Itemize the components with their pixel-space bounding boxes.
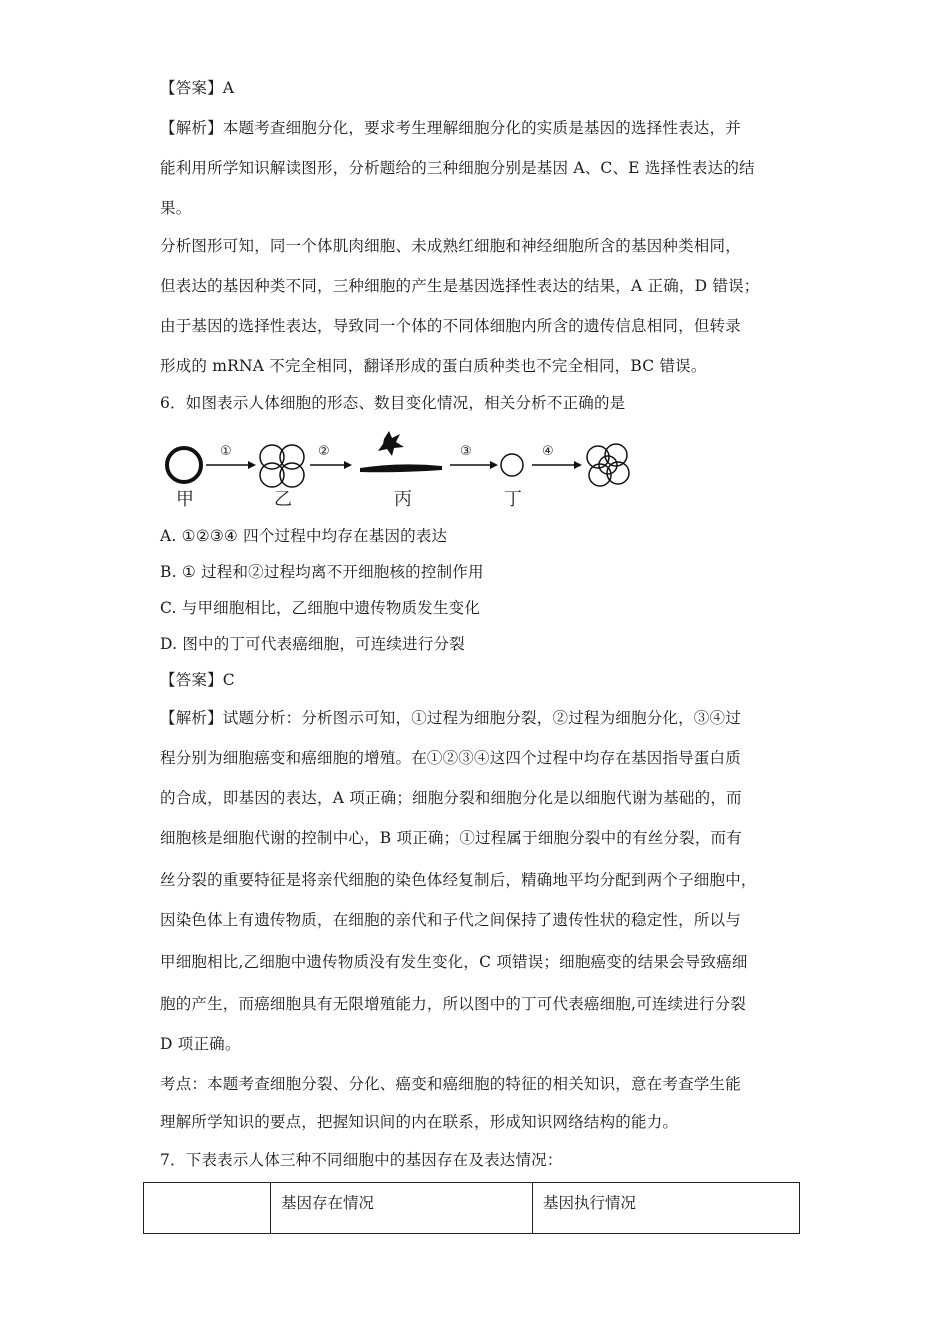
table-header-cell: 基因执行情况 bbox=[533, 1183, 800, 1234]
q6-analysis-line: 胞的产生，而癌细胞具有无限增殖能力，所以图中的丁可代表癌细胞,可连续进行分裂 bbox=[160, 995, 747, 1013]
q6-option-a: A. ①②③④ 四个过程中均存在基因的表达 bbox=[160, 527, 448, 545]
q5-analysis-line: 由于基因的选择性表达，导致同一个体的不同体细胞内所含的遗传信息相同，但转录 bbox=[160, 317, 741, 335]
q5-answer: 【答案】A bbox=[160, 79, 235, 97]
q6-option-d: D. 图中的丁可代表癌细胞，可连续进行分裂 bbox=[160, 635, 465, 653]
step-4-label: ④ bbox=[542, 444, 554, 459]
q7-stem: 7．下表表示人体三种不同细胞中的基因存在及表达情况： bbox=[160, 1151, 563, 1169]
q6-stem: 6．如图表示人体细胞的形态、数目变化情况，相关分析不正确的是 bbox=[160, 394, 626, 412]
label-bing: 丙 bbox=[394, 489, 412, 510]
arrow-head bbox=[490, 461, 498, 469]
q6-analysis-line: D 项正确。 bbox=[160, 1035, 241, 1053]
label-ding: 丁 bbox=[504, 489, 522, 510]
cell-ding-cluster bbox=[587, 444, 629, 486]
q6-kaodian-line: 理解所学知识的要点，把握知识间的内在联系，形成知识网络结构的能力。 bbox=[160, 1113, 679, 1131]
table-header-cell bbox=[144, 1183, 271, 1234]
cell-ding bbox=[501, 454, 523, 476]
cell-yi bbox=[260, 445, 304, 487]
table-header-cell: 基因存在情况 bbox=[271, 1183, 533, 1234]
q5-analysis-line: 果。 bbox=[160, 199, 192, 217]
q5-analysis-line: 形成的 mRNA 不完全相同，翻译形成的蛋白质种类也不完全相同，BC 错误。 bbox=[160, 357, 707, 375]
arrow-head bbox=[344, 461, 352, 469]
arrow-head bbox=[248, 461, 256, 469]
q6-option-b: B. ① 过程和②过程均离不开细胞核的控制作用 bbox=[160, 563, 484, 581]
step-1-label: ① bbox=[220, 444, 232, 459]
label-yi: 乙 bbox=[274, 489, 292, 510]
q6-analysis-line: 细胞核是细胞代谢的控制中心，B 项正确；①过程属于细胞分裂中的有丝分裂，而有 bbox=[160, 829, 742, 847]
q6-answer: 【答案】C bbox=[160, 671, 235, 689]
q5-analysis-line: 但表达的基因种类不同，三种细胞的产生是基因选择性表达的结果，A 正确，D 错误； bbox=[160, 277, 760, 295]
cell-bing-elongated bbox=[360, 464, 442, 472]
q6-analysis-line: 程分别为细胞癌变和癌细胞的增殖。在①②③④这四个过程中均存在基因指导蛋白质 bbox=[160, 749, 741, 767]
q6-analysis-line: 【解析】试题分析：分析图示可知，①过程为细胞分裂，②过程为细胞分化，③④过 bbox=[160, 709, 741, 727]
step-2-label: ② bbox=[318, 444, 330, 459]
cell-change-diagram bbox=[160, 425, 640, 513]
q6-analysis-line: 的合成，即基因的表达，A 项正确；细胞分裂和细胞分化是以细胞代谢为基础的，而 bbox=[160, 789, 742, 807]
gene-expression-table bbox=[143, 1182, 800, 1234]
q5-analysis-line: 分析图形可知，同一个体肌肉细胞、未成熟红细胞和神经细胞所含的基因种类相同， bbox=[160, 237, 741, 255]
q5-analysis-line: 【解析】本题考查细胞分化，要求考生理解细胞分化的实质是基因的选择性表达，并 bbox=[160, 119, 741, 137]
table-header-row bbox=[144, 1183, 800, 1234]
label-jia: 甲 bbox=[176, 489, 194, 510]
step-3-label: ③ bbox=[460, 444, 472, 459]
q6-analysis-line: 丝分裂的重要特征是将亲代细胞的染色体经复制后，精确地平均分配到两个子细胞中， bbox=[160, 871, 757, 889]
q6-analysis-line: 因染色体上有遗传物质，在细胞的亲代和子代之间保持了遗传性状的稳定性，所以与 bbox=[160, 911, 741, 929]
q5-analysis-line: 能利用所学知识解读图形，分析题给的三种细胞分别是基因 A、C、E 选择性表达的结 bbox=[160, 159, 755, 177]
cell-diagram-svg bbox=[160, 425, 640, 513]
cell-bing-star bbox=[378, 431, 404, 456]
cell-jia bbox=[167, 448, 201, 482]
q6-option-c: C. 与甲细胞相比，乙细胞中遗传物质发生变化 bbox=[160, 599, 481, 617]
q6-analysis-line: 甲细胞相比,乙细胞中遗传物质没有发生变化，C 项错误；细胞癌变的结果会导致癌细 bbox=[160, 953, 748, 971]
q6-kaodian-line: 考点：本题考查细胞分裂、分化、癌变和癌细胞的特征的相关知识，意在考查学生能 bbox=[160, 1075, 741, 1093]
arrow-head bbox=[574, 461, 582, 469]
